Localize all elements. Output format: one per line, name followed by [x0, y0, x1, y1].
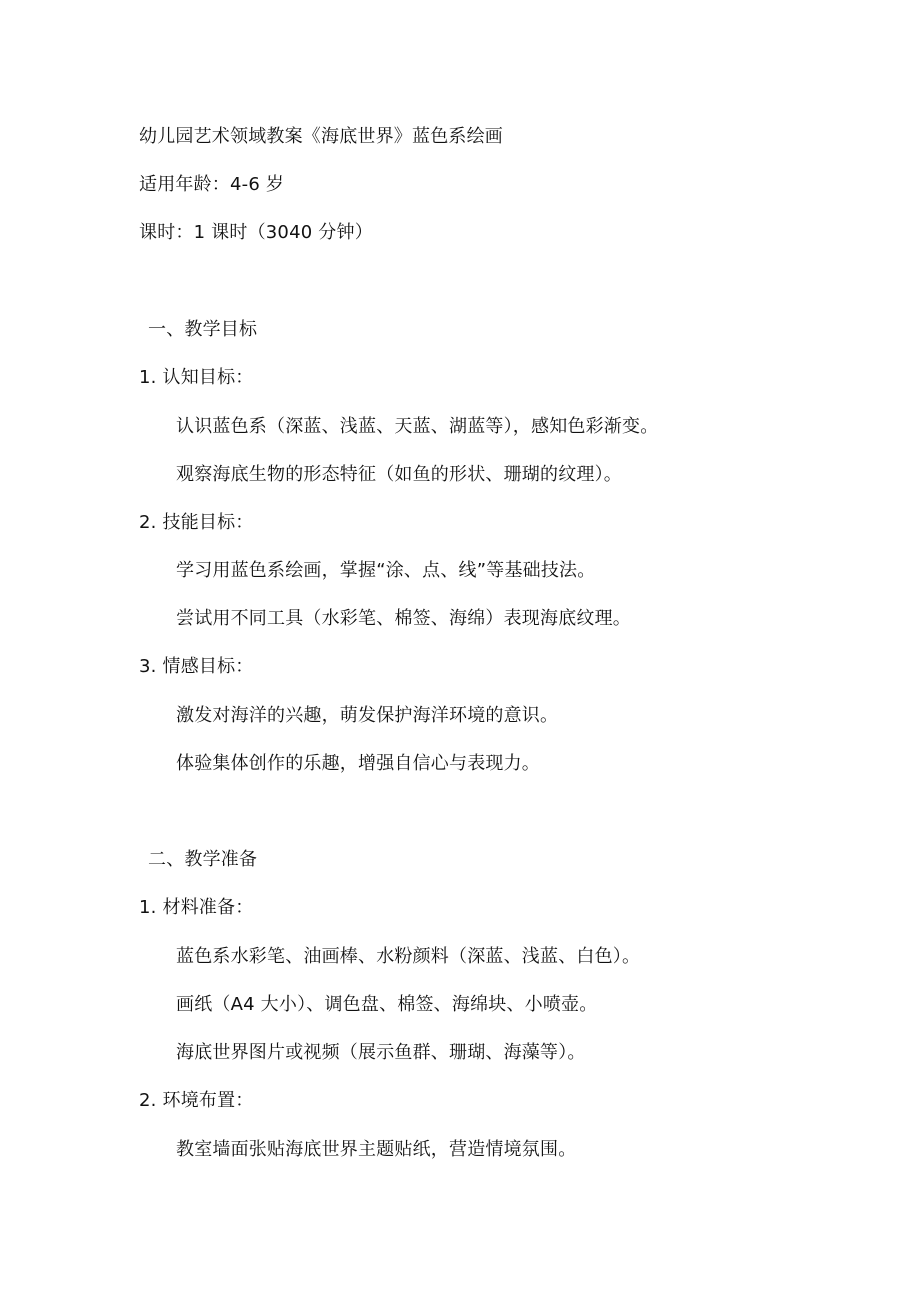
age-range: 适用年龄：4-6 岁: [139, 174, 285, 195]
item-line: 蓝色系水彩笔、油画棒、水粉颜料（深蓝、浅蓝、白色）。: [176, 946, 641, 967]
item-line: 学习用蓝色系绘画，掌握“涂、点、线”等基础技法。: [176, 560, 596, 581]
item-label-cognitive: 1. 认知目标：: [139, 367, 254, 388]
item-label-emotion: 3. 情感目标：: [139, 656, 254, 677]
item-label-environment: 2. 环境布置：: [139, 1090, 254, 1111]
section-heading-preparation: 二、教学准备: [148, 849, 258, 870]
item-line: 体验集体创作的乐趣，增强自信心与表现力。: [176, 753, 540, 774]
lesson-duration: 课时：1 课时（3040 分钟）: [139, 222, 373, 243]
item-line: 观察海底生物的形态特征（如鱼的形状、珊瑚的纹理）。: [176, 464, 622, 485]
section-heading-objectives: 一、教学目标: [148, 319, 258, 340]
item-label-materials: 1. 材料准备：: [139, 897, 254, 918]
document-title: 幼儿园艺术领域教案《海底世界》蓝色系绘画: [139, 126, 503, 147]
item-line: 教室墙面张贴海底世界主题贴纸，营造情境氛围。: [176, 1139, 577, 1160]
item-line: 认识蓝色系（深蓝、浅蓝、天蓝、湖蓝等），感知色彩渐变。: [176, 416, 659, 437]
item-line: 尝试用不同工具（水彩笔、棉签、海绵）表现海底纹理。: [176, 608, 631, 629]
item-label-skills: 2. 技能目标：: [139, 512, 254, 533]
item-line: 海底世界图片或视频（展示鱼群、珊瑚、海藻等）。: [176, 1042, 586, 1063]
item-line: 画纸（A4 大小）、调色盘、棉签、海绵块、小喷壶。: [176, 994, 598, 1015]
item-line: 激发对海洋的兴趣，萌发保护海洋环境的意识。: [176, 705, 559, 726]
